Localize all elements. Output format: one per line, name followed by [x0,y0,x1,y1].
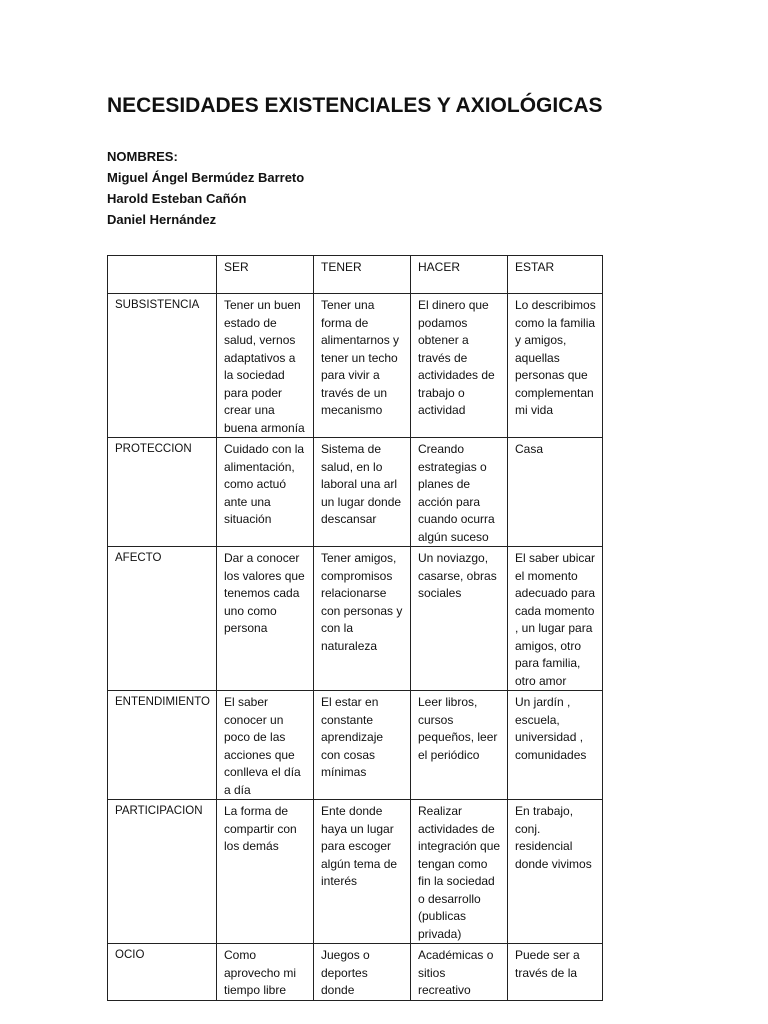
table-row [108,800,603,944]
header-row [108,256,603,294]
table-cell: Puede ser a través de la [508,944,603,1001]
table-cell: Juegos o deportes donde [314,944,411,1001]
row-label: OCIO [108,944,217,1001]
student-name: Harold Esteban Cañón [107,191,247,206]
table-cell: Creando estrategias o planes de acción para cuando ocurra algún suceso [411,438,508,547]
table-row [108,438,603,547]
table-row [108,547,603,691]
table-cell: Realizar actividades de integración que tengan como fin la sociedad o desarrollo (publicas privada) [411,800,508,944]
table-row [108,691,603,800]
header-cell-hacer: HACER [411,256,508,294]
table-cell: El saber conocer un poco de las acciones que conlleva el día a día [217,691,314,800]
table-cell: Lo describimos como la familia y amigos, aquellas personas que complementan mi vida [508,294,603,438]
header-cell-tener: TENER [314,256,411,294]
table-cell: El dinero que podamos obtener a través de actividades de trabajo o actividad [411,294,508,438]
row-label: PROTECCION [108,438,217,547]
table-cell: Como aprovecho mi tiempo libre [217,944,314,1001]
table-cell: Tener una forma de alimentarnos y tener un techo para vivir a través de un mecanismo [314,294,411,438]
table-cell: Académicas o sitios recreativo [411,944,508,1001]
row-label: SUBSISTENCIA [108,294,217,438]
table-cell: Leer libros, cursos pequeños, leer el periódico [411,691,508,800]
page-title: NECESIDADES EXISTENCIALES Y AXIOLÓGICAS [107,94,603,117]
table-row [108,944,603,1001]
table-cell: Casa [508,438,603,547]
names-label: NOMBRES: [107,149,178,164]
table-cell: Un jardín , escuela, universidad , comunidades [508,691,603,800]
table-cell: Dar a conocer los valores que tenemos cada uno como persona [217,547,314,691]
table-cell: La forma de compartir con los demás [217,800,314,944]
table-cell: En trabajo, conj. residencial donde vivimos [508,800,603,944]
header-cell-empty [108,256,217,294]
table-cell: Sistema de salud, en lo laboral una arl un lugar donde descansar [314,438,411,547]
row-label: ENTENDIMIENTO [108,691,217,800]
header-cell-ser: SER [217,256,314,294]
table-cell: Ente donde haya un lugar para escoger algún tema de interés [314,800,411,944]
table-cell: Tener amigos, compromisos relacionarse con personas y con la naturaleza [314,547,411,691]
table-cell: Un noviazgo, casarse, obras sociales [411,547,508,691]
table-cell: El saber ubicar el momento adecuado para cada momento , un lugar para amigos, otro para familia, otro amor [508,547,603,691]
row-label: AFECTO [108,547,217,691]
header-cell-estar: ESTAR [508,256,603,294]
names-block [107,146,304,230]
student-name: Daniel Hernández [107,212,217,227]
table-cell: Tener un buen estado de salud, vernos adaptativos a la sociedad para poder crear una buena armonía [217,294,314,438]
table-cell: Cuidado con la alimentación, como actuó ante una situación [217,438,314,547]
table-row [108,294,603,438]
needs-matrix-table [107,255,603,1001]
student-name: Miguel Ángel Bermúdez Barreto [107,170,305,185]
table-cell: El estar en constante aprendizaje con cosas mínimas [314,691,411,800]
row-label: PARTICIPACION [108,800,217,944]
